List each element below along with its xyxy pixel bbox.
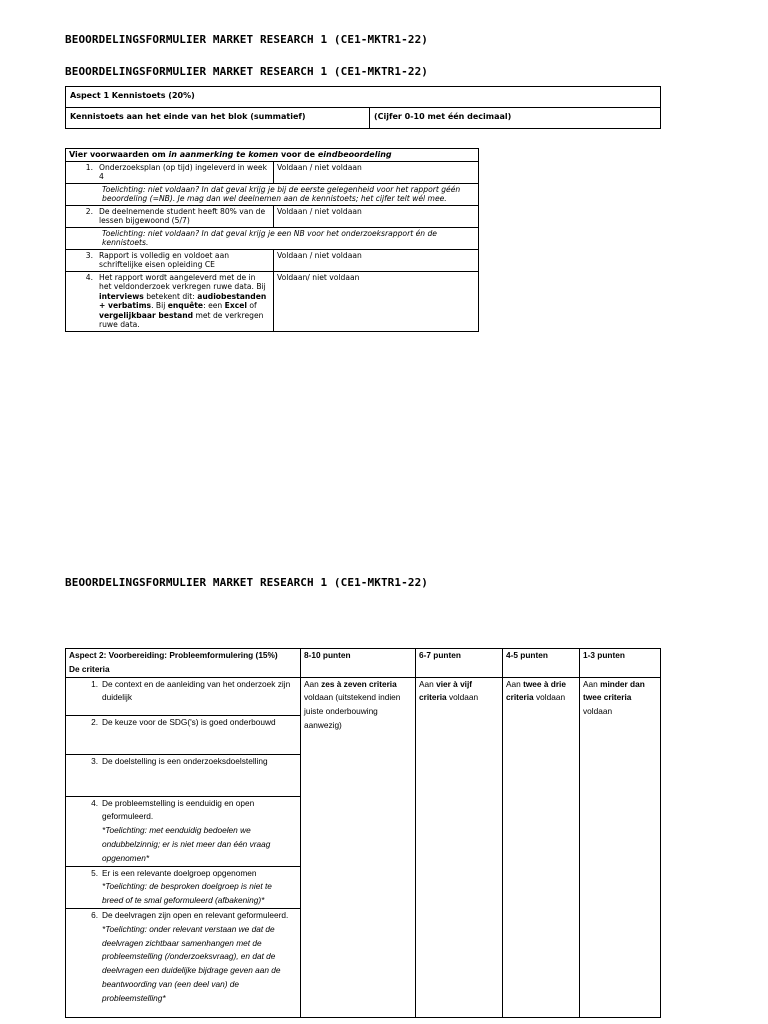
aspect2-table: [65, 648, 661, 1018]
conditions-table: [65, 148, 479, 332]
condition-3: 3. Rapport is volledig en voldoet aan schriftelijke eisen opleiding CE: [66, 249, 274, 271]
criterion-1: 1. De context en de aanleiding van het onderzoek zijn duidelijk: [66, 677, 301, 715]
criterion-4: 4. De probleemstelling is eenduidig en open geformuleerd. *Toelichting: met eenduidig bedoelen we ondubbelzinnig; er is niet meer dan één vraag opgenomen*: [66, 796, 301, 866]
score-4-5-desc: Aan twee à drie criteria voldaan: [503, 677, 580, 1017]
score-6-7-desc: Aan vier à vijf criteria voldaan: [416, 677, 503, 1017]
criterion-3: 3. De doelstelling is een onderzoeksdoelstelling: [66, 754, 301, 796]
condition-1-status: Voldaan / niet voldaan: [274, 161, 479, 183]
condition-2-status: Voldaan / niet voldaan: [274, 205, 479, 227]
aspect1-description: Kennistoets aan het einde van het blok (summatief): [66, 108, 370, 129]
col-8-10: 8-10 punten: [301, 649, 416, 678]
criterion-5: 5. Er is een relevante doelgroep opgenomen *Toelichting: de besproken doelgroep is niet te breed of te smal geformuleerd (afbakening)*: [66, 866, 301, 908]
aspect1-table: [65, 86, 661, 129]
score-8-10-desc: Aan zes à zeven criteria voldaan (uitstekend indien juiste onderbouwing aanwezig): [301, 677, 416, 1017]
form-title: BEOORDELINGSFORMULIER MARKET RESEARCH 1 (CE1-MKTR1-22): [65, 65, 429, 78]
col-6-7: 6-7 punten: [416, 649, 503, 678]
col-4-5: 4-5 punten: [503, 649, 580, 678]
condition-4: 4. Het rapport wordt aangeleverd met de in het veldonderzoek verkregen ruwe data. Bij interviews betekent dit: audiobestanden + verbatims. Bij enquête: een Excel of vergelijkbaar bestand met de verkregen ruwe data.: [66, 271, 274, 331]
condition-2-note: Toelichting: niet voldaan? In dat geval krijg je een NB voor het onderzoeksrapport én de kennistoets.: [66, 227, 479, 249]
aspect2-header: Aspect 2: Voorbereiding: Probleemformulering (15%) De criteria: [66, 649, 301, 678]
condition-2: 2. De deelnemende student heeft 80% van de lessen bijgewoond (5/7): [66, 205, 274, 227]
criterion-6: 6. De deelvragen zijn open en relevant geformuleerd. *Toelichting: onder relevant verstaan we dat de deelvragen zichtbaar samenhangen met de probleemstelling (/onderzoeksvraag), en dat de deelvragen een duidelijke bijdrage geven aan de beantwoording van (een deel van) de probleemstelling*: [66, 908, 301, 1017]
conditions-header: Vier voorwaarden om in aanmerking te komen voor de eindbeoordeling: [66, 149, 479, 162]
score-1-3-desc: Aan minder dan twee criteria voldaan: [580, 677, 661, 1017]
section-title: BEOORDELINGSFORMULIER MARKET RESEARCH 1 (CE1-MKTR1-22): [65, 576, 429, 589]
document-title: BEOORDELINGSFORMULIER MARKET RESEARCH 1 (CE1-MKTR1-22): [65, 33, 429, 46]
aspect1-grade-note: (Cijfer 0-10 met één decimaal): [370, 108, 661, 129]
condition-1: 1. Onderzoeksplan (op tijd) ingeleverd in week 4: [66, 161, 274, 183]
condition-3-status: Voldaan / niet voldaan: [274, 249, 479, 271]
aspect1-header: Aspect 1 Kennistoets (20%): [66, 87, 661, 108]
col-1-3: 1-3 punten: [580, 649, 661, 678]
criterion-2: 2. De keuze voor de SDG('s) is goed onderbouwd: [66, 715, 301, 754]
condition-4-status: Voldaan/ niet voldaan: [274, 271, 479, 331]
condition-1-note: Toelichting: niet voldaan? In dat geval krijg je bij de eerste gelegenheid voor het rapport géén beoordeling (=NB). Je mag dan wel deelnemen aan de kennistoets; het cijfer telt wél mee.: [66, 183, 479, 205]
